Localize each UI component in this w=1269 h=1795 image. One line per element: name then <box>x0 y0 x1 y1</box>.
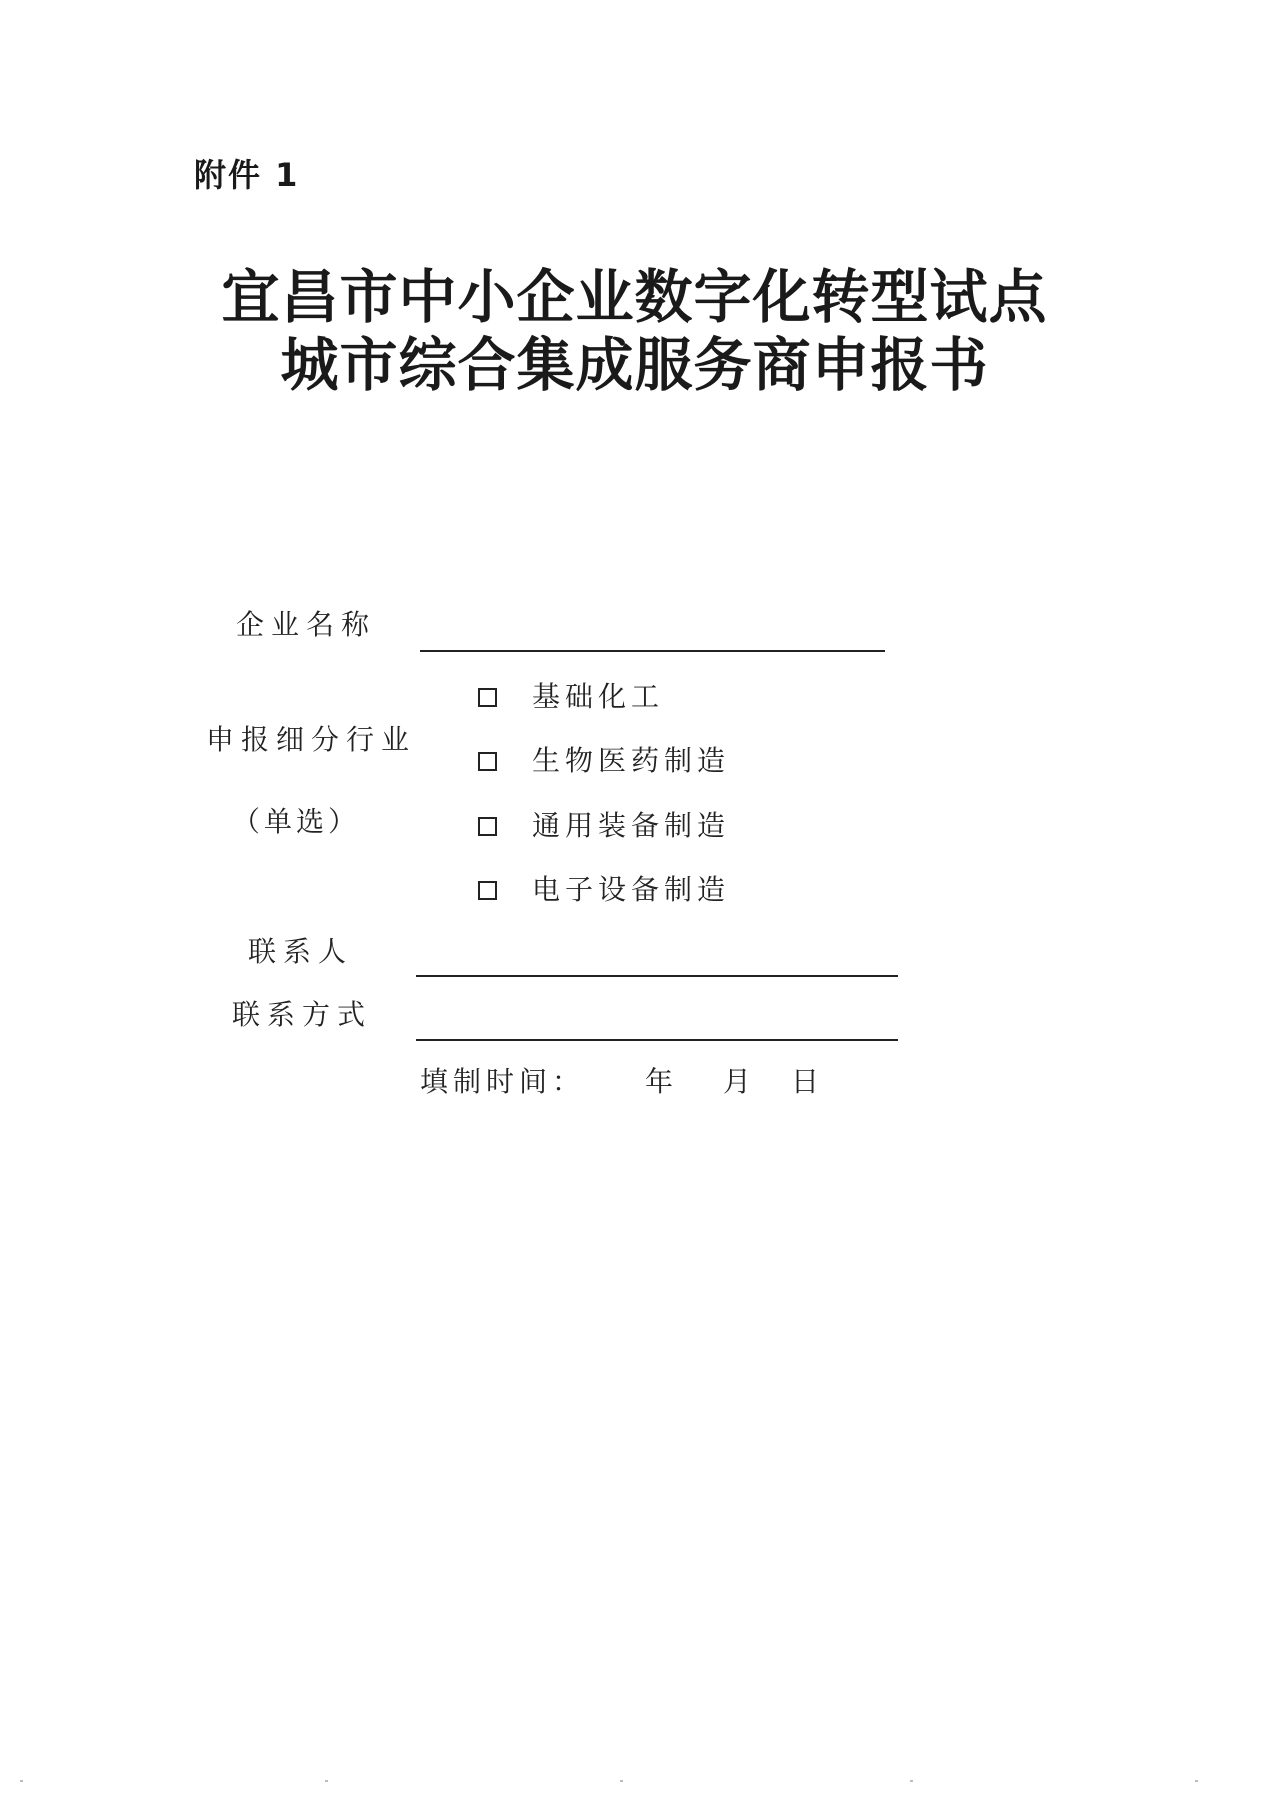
document-title-line-1: 宜昌市中小企业数字化转型试点 <box>221 263 1048 331</box>
industry-option-label: 通用装备制造 <box>532 809 731 842</box>
fill-date-label: 填制时间： <box>420 1065 586 1098</box>
industry-option-label: 电子设备制造 <box>532 873 731 906</box>
company-name-field[interactable] <box>420 650 885 652</box>
industry-option-label: 基础化工 <box>532 680 665 713</box>
month-unit: 月 <box>723 1065 757 1098</box>
checkbox-icon[interactable] <box>478 752 497 771</box>
checkbox-icon[interactable] <box>478 817 497 836</box>
contact-person-label: 联系人 <box>248 935 354 968</box>
contact-method-label: 联系方式 <box>232 998 373 1031</box>
attachment-label: 附件 1 <box>194 156 300 194</box>
industry-option-electronic-equipment[interactable] <box>478 873 731 906</box>
document-title-line-2: 城市综合集成服务商申报书 <box>280 331 989 399</box>
industry-option-general-equipment[interactable] <box>478 809 731 842</box>
day-unit: 日 <box>791 1065 825 1098</box>
industry-option-biomedicine[interactable] <box>478 744 731 777</box>
company-name-label: 企业名称 <box>236 608 377 641</box>
fill-date-row <box>420 1065 825 1098</box>
contact-person-field[interactable] <box>416 975 898 977</box>
industry-label: 申报细分行业 <box>206 723 417 756</box>
checkbox-icon[interactable] <box>478 881 497 900</box>
year-unit: 年 <box>645 1065 679 1098</box>
contact-method-field[interactable] <box>416 1039 898 1041</box>
industry-option-label: 生物医药制造 <box>532 744 731 777</box>
industry-hint: （单选） <box>232 805 361 838</box>
checkbox-icon[interactable] <box>478 688 497 707</box>
scan-edge-marks <box>0 1780 1269 1784</box>
industry-option-chemical[interactable] <box>478 680 665 713</box>
